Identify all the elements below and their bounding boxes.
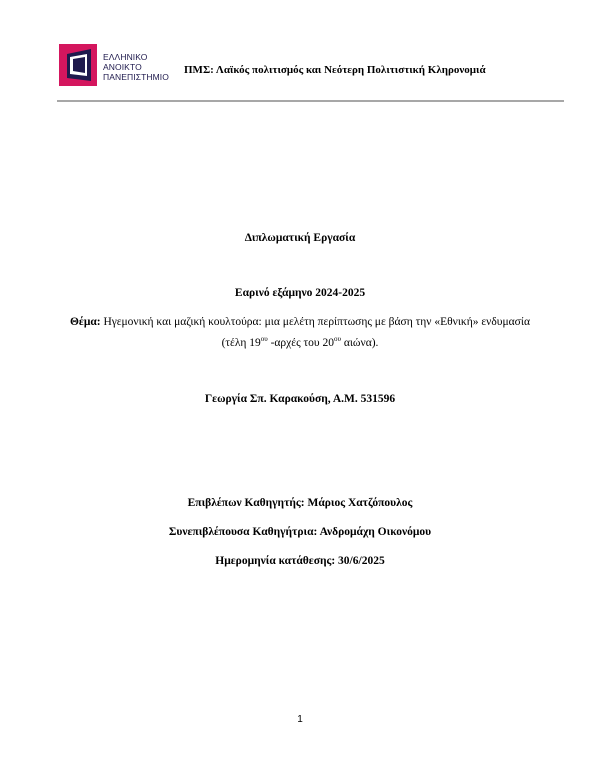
author: Γεωργία Σπ. Καρακούση, Α.Μ. 531596 bbox=[204, 393, 396, 405]
topic-sup-2: ου bbox=[333, 335, 341, 343]
topic-sup-1: ου bbox=[260, 335, 268, 343]
submission-date: Ημερομηνία κατάθεσης: 30/6/2025 bbox=[215, 555, 385, 567]
co-supervisor: Συνεπιβλέπουσα Καθηγήτρια: Ανδρομάχη Οικονόμου bbox=[168, 526, 432, 538]
topic-text: Ηγεμονική και μαζική κουλτούρα: μια μελέτη περίπτωσης με βάση την «Εθνική» ενδυμασία bbox=[103, 316, 530, 328]
topic-line-2 bbox=[0, 337, 600, 349]
topic-line2-close: αιώνα). bbox=[340, 337, 379, 349]
topic-line2-open: (τέλη 19 bbox=[221, 337, 261, 349]
logo-wordmark bbox=[103, 52, 169, 82]
topic-label: Θέμα: bbox=[69, 316, 101, 328]
supervisor: Επιβλέπων Καθηγητής: Μάριος Χατζόπουλος bbox=[187, 497, 413, 509]
header-divider bbox=[57, 100, 564, 102]
topic-line2-mid: -αρχές του 20 bbox=[267, 337, 334, 349]
logo-line-3: ΠΑΝΕΠΙΣΤΗΜΙΟ bbox=[103, 72, 169, 82]
program-title: ΠΜΣ: Λαϊκός πολιτισμός και Νεότερη Πολιτιστική Κληρονομιά bbox=[184, 64, 486, 76]
page-number: 1 bbox=[297, 714, 303, 725]
document-type: Διπλωματική Εργασία bbox=[244, 232, 356, 244]
logo-line-2: ΑΝΟΙΚΤΟ bbox=[103, 62, 142, 72]
logo-line-1: ΕΛΛΗΝΙΚΟ bbox=[103, 52, 148, 62]
page-header bbox=[57, 40, 577, 92]
semester: Εαρινό εξάμηνο 2024-2025 bbox=[234, 287, 366, 299]
topic-line-1 bbox=[0, 316, 600, 328]
